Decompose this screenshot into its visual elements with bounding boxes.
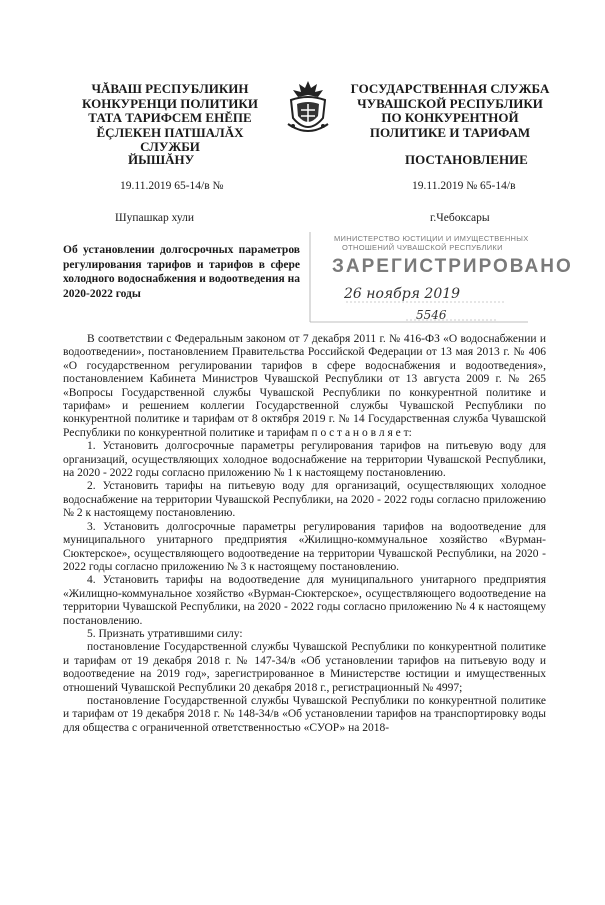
- doc-type-chuvash: ЙЫШĂНУ: [128, 152, 195, 167]
- stamp-ministry-line: ОТНОШЕНИЙ ЧУВАШСКОЙ РЕСПУБЛИКИ: [342, 243, 503, 252]
- body-paragraph: В соответствии с Федеральным законом от 7 декабря 2011 г. № 416-ФЗ «О водоснабжении и водоотведении», постановлением Правительства Российской Федерации от 13 мая 2013 г. № 406 «О государственном регулировании тарифов в сфере водоснабжения и водоотведения», постановлением Кабинета Министров Чувашской Республики от 13 августа 2009 г. № 265 «Вопросы Государственной службы Чувашской Республики по конкурентной политике и тарифам» и решением коллегии Государственной службы Чувашской Республики по конкурентной политике и тарифам от 8 октября 2019 г. № 14 Государственная служба Чувашской Республики по конкурентной политике и тарифам п о с т а н о в л я е т:: [63, 333, 546, 439]
- header-right-russian: [350, 82, 550, 140]
- chuvash-emblem-icon: [283, 78, 333, 138]
- registration-stamp: [306, 232, 573, 324]
- body-paragraph: 5. Признать утратившими силу:: [87, 627, 243, 640]
- header-left-chuvash: [70, 82, 270, 155]
- stamp-registered-text: ЗАРЕГИСТРИРОВАНО: [332, 256, 573, 277]
- body-paragraph: 3. Установить долгосрочные параметры регулирования тарифов на водоотведение для муниципального унитарного предприятия «Жилищно-коммунальное хозяйство «Вурман-Сюктерское», осуществляющего водоотведение на территории Чувашской Республики, на 2020 - 2022 годы согласно приложению № 3 к настоящему постановлению.: [63, 520, 546, 573]
- date-number-russian: 19.11.2019 № 65-14/в: [412, 180, 516, 192]
- stamp-registration-number: 5546: [416, 308, 447, 322]
- date-number-chuvash: 19.11.2019 65-14/в №: [120, 180, 224, 192]
- header-left-line: КОНКУРЕНЦИ ПОЛИТИКИ: [82, 95, 258, 111]
- place-chuvash: Шупашкар хули: [115, 212, 195, 224]
- stamp-handwritten-date: 26 ноября 2019: [344, 286, 461, 302]
- header-right-line: ПО КОНКУРЕНТНОЙ: [381, 110, 519, 125]
- document-body: [63, 333, 546, 735]
- header-left-line: ЧĂВАШ РЕСПУБЛИКИН: [91, 81, 249, 96]
- header-left-line: ĔÇЛЕКЕН ПАТШАЛĂХ СЛУЖБИ: [96, 124, 244, 154]
- stamp-ministry-line: МИНИСТЕРСТВО ЮСТИЦИИ И ИМУЩЕСТВЕННЫХ: [334, 234, 529, 243]
- header-right-line: ГОСУДАРСТВЕННАЯ СЛУЖБА: [350, 81, 550, 96]
- document-subject: Об установлении долгосрочных параметров регулирования тарифов и тарифов в сфере холодного водоснабжения и водоотведения на 2020-2022 годы: [63, 244, 300, 300]
- header-right-line: ПОЛИТИКЕ И ТАРИФАМ: [369, 124, 531, 140]
- body-paragraph: 4. Установить тарифы на водоотведение для муниципального унитарного предприятия «Жилищно-коммунальное хозяйство «Вурман-Сюктерское», осуществляющего водоотведение на территории Чувашской Республики, на 2020 - 2022 годы согласно приложению № 4 к настоящему постановлению.: [63, 574, 546, 627]
- body-paragraph: 1. Установить долгосрочные параметры регулирования тарифов на питьевую воду для организаций, осуществляющих холодное водоснабжение на территории Чувашской Республики, на 2020 - 2022 годы согласно приложению № 1 к настоящему постановлению.: [63, 440, 546, 480]
- body-paragraph: 2. Установить тарифы на питьевую воду для организаций, осуществляющих холодное водоснабжение на территории Чувашской Республики, на 2020 - 2022 годы согласно приложению № 2 к настоящему постановлению.: [63, 480, 546, 520]
- place-russian: г.Чебоксары: [430, 212, 490, 224]
- doc-type-russian: ПОСТАНОВЛЕНИЕ: [405, 152, 528, 167]
- header-right-line: ЧУВАШСКОЙ РЕСПУБЛИКИ: [357, 95, 543, 111]
- body-paragraph: постановление Государственной службы Чувашской Республики по конкурентной политике и тарифам от 19 декабря 2018 г. № 148-34/в «Об установлении тарифов на транспортировку воды для общества с ограниченной ответственностью «СУОР» на 2018-: [63, 694, 546, 734]
- body-paragraph: постановление Государственной службы Чувашской Республики по конкурентной политике и тарифам от 19 декабря 2018 г. № 147-34/в «Об установлении тарифов на питьевую воду и водоотведение на 2019 год», зарегистрированное в Министерстве юстиции и имущественных отношений Чувашской Республики 20 декабря 2018 г., регистрационный № 4997;: [63, 641, 546, 694]
- header-left-line: ТАТА ТАРИФСЕМ ЕНĔПЕ: [88, 110, 252, 125]
